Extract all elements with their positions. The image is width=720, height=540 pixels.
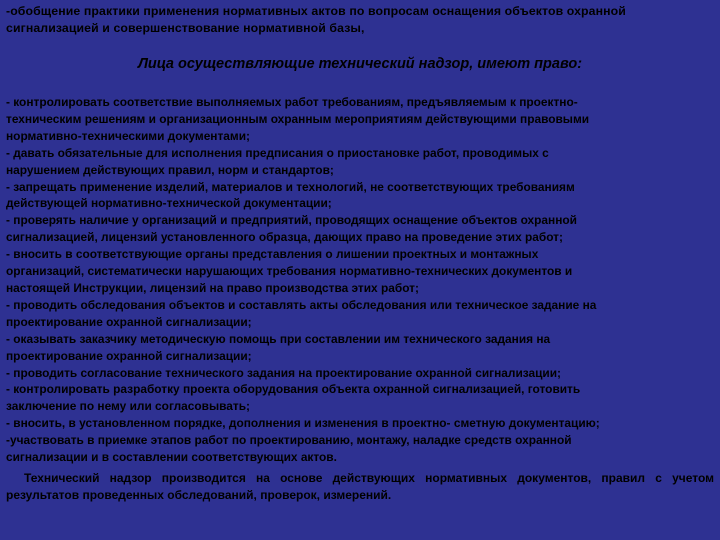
rights-line: нормативно-техническими документами; [6, 128, 250, 143]
intro-line: сигнализацией и совершенствование нормативной базы, [6, 21, 365, 35]
rights-line: - давать обязательные для исполнения предписания о приостановке работ, проводимых с [6, 145, 549, 160]
rights-line: заключение по нему или согласовывать; [6, 399, 250, 414]
intro-paragraph [6, 3, 714, 37]
rights-line: - контролировать разработку проекта оборудования объекта охранной сигнализацией, готовить [6, 382, 581, 397]
rights-line: - проводить обследования объектов и составлять акты обследования или техническое задание на [6, 297, 597, 312]
rights-line: организаций, систематически нарушающих требования нормативно-технических документов и [6, 264, 573, 279]
rights-line: - контролировать соответствие выполняемых работ требованиям, предъявляемым к проектно- [6, 95, 578, 109]
rights-list [6, 94, 716, 466]
intro-line: -обобщение практики применения нормативных актов по вопросам оснащения объектов охранной [6, 4, 626, 18]
rights-line: - вносить в соответствующие органы представления о лишении проектных и монтажных [6, 247, 539, 262]
rights-line: нарушением действующих правил, норм и стандартов; [6, 162, 334, 177]
rights-line: техническим решениям и организационным охранным мероприятиям действующими правовыми [6, 111, 590, 126]
conclusion-paragraph: Технический надзор производится на основе действующих нормативных документов, правил с учетом результатов проведенных обследований, проверок, измерений. [6, 471, 714, 502]
rights-line: -участвовать в приемке этапов работ по проектированию, монтажу, наладке средств охранной [6, 433, 572, 448]
section-heading: Лица осуществляющие технический надзор, имеют право: [137, 56, 583, 72]
rights-line: действующей нормативно-технической документации; [6, 196, 332, 211]
rights-line: - проводить согласование технического задания на проектирование охранной сигнализации; [6, 365, 562, 380]
rights-line: - оказывать заказчику методическую помощь при составлении им технического задания на [6, 331, 551, 346]
rights-line: - вносить, в установленном порядке, дополнения и изменения в проектно- сметную документацию; [6, 416, 600, 431]
rights-line: проектирование охранной сигнализации; [6, 348, 252, 363]
rights-line: - проверять наличие у организаций и предприятий, проводящих оснащение объектов охранной [6, 213, 577, 228]
rights-line: настоящей Инструкции, лицензий на право производства этих работ; [6, 280, 419, 295]
rights-line: - запрещать применение изделий, материалов и технологий, не соответствующих требованиям [6, 179, 575, 194]
rights-line: сигнализацией, лицензий установленного образца, дающих право на проведение этих работ; [6, 230, 563, 245]
rights-line: проектирование охранной сигнализации; [6, 314, 252, 329]
rights-line: сигнализации и в составлении соответствующих актов. [6, 450, 337, 465]
